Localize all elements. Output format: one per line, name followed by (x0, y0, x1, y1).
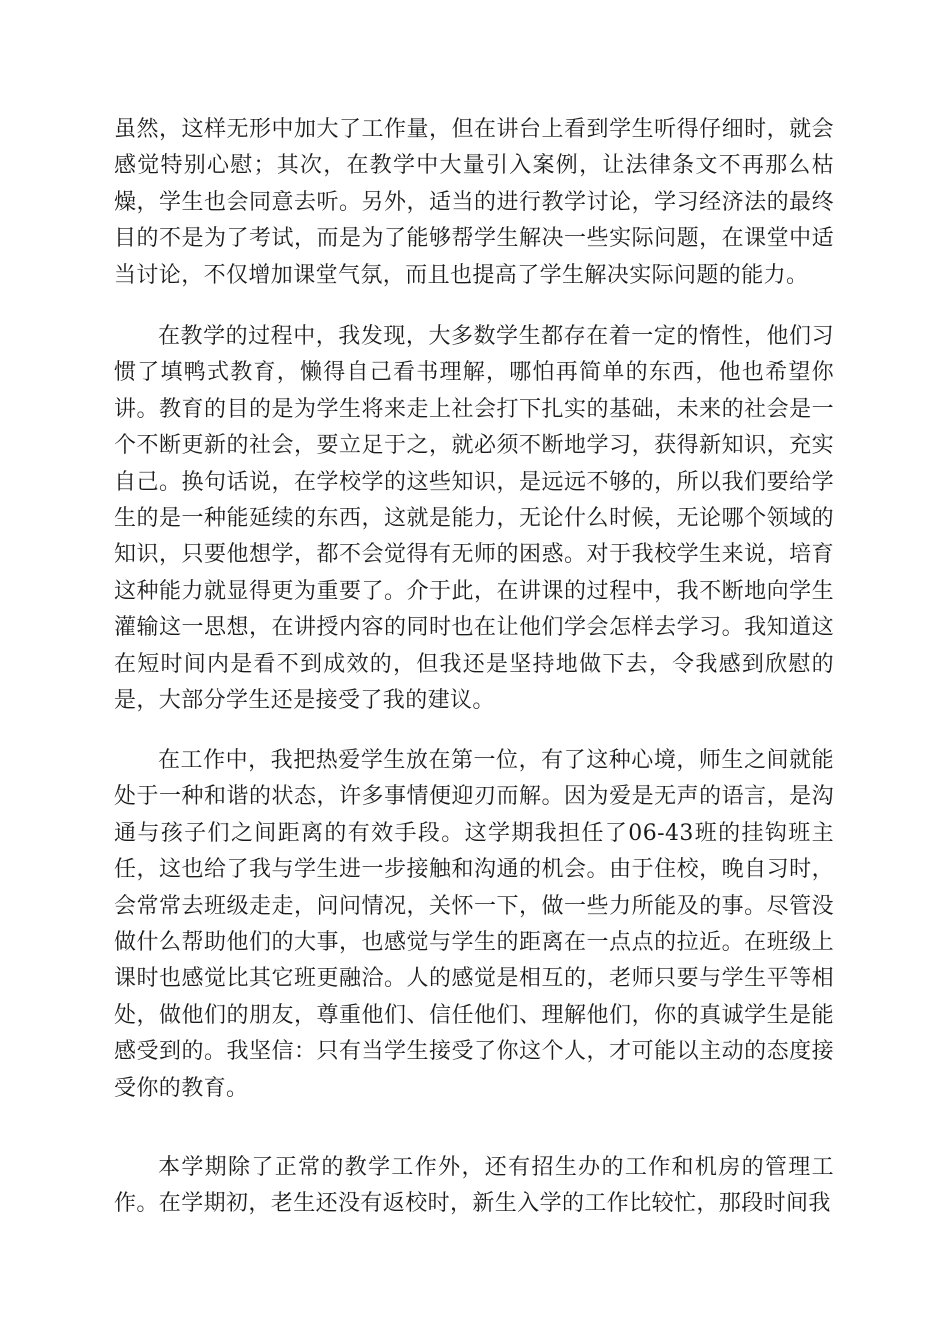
paragraph-1: 虽然，这样无形中加大了工作量，但在讲台上看到学生听得仔细时，就会感觉特别心慰；其次，在教学中大量引入案例，让法律条文不再那么枯燥，学生也会同意去听。另外，适当的进行教学讨论，学习经济法的最终目的不是为了考试，而是为了能够帮学生解决一些实际问题，在课堂中适当讨论，不仅增加课堂气氛，而且也提高了学生解决实际问题的能力。 (114, 117, 834, 288)
paragraph-4-block (114, 1150, 834, 1223)
paragraph-3-block (114, 743, 834, 1107)
paragraph-2: 在教学的过程中，我发现，大多数学生都存在着一定的惰性，他们习惯了填鸭式教育，懒得自己看书理解，哪怕再简单的东西，他也希望你讲。教育的目的是为学生将来走上社会打下扎实的基础，未来的社会是一个不断更新的社会，要立足于之，就必须不断地学习，获得新知识，充实自己。换句话说，在学校学的这些知识，是远远不够的，所以我们要给学生的是一种能延续的东西，这就是能力，无论什么时候，无论哪个领域的知识，只要他想学，都不会觉得有无师的困惑。对于我校学生来说，培育这种能力就显得更为重要了。介于此，在讲课的过程中，我不断地向学生灌输这一思想，在讲授内容的同时也在让他们学会怎样去学习。我知道这在短时间内是看不到成效的，但我还是坚持地做下去，令我感到欣慰的是，大部分学生还是接受了我的建议。 (114, 324, 834, 714)
paragraph-3: 在工作中，我把热爱学生放在第一位，有了这种心境，师生之间就能处于一种和谐的状态，许多事情便迎刃而解。因为爱是无声的语言，是沟通与孩子们之间距离的有效手段。这学期我担任了06-43班的挂钩班主任，这也给了我与学生进一步接触和沟通的机会。由于住校，晚自习时，会常常去班级走走，问问情况，关怀一下，做一些力所能及的事。尽管没做什么帮助他们的大事，也感觉与学生的距离在一点点的拉近。在班级上课时也感觉比其它班更融洽。人的感觉是相互的，老师只要与学生平等相处，做他们的朋友，尊重他们、信任他们、理解他们，你的真诚学生是能感受到的。我坚信：只有当学生接受了你这个人，才可能以主动的态度接受你的教育。 (114, 748, 834, 1101)
paragraph-4: 本学期除了正常的教学工作外，还有招生办的工作和机房的管理工作。在学期初，老生还没有返校时，新生入学的工作比较忙，那段时间我 (114, 1155, 834, 1217)
paragraph-1-block (114, 112, 834, 294)
paragraph-2-block (114, 319, 834, 719)
